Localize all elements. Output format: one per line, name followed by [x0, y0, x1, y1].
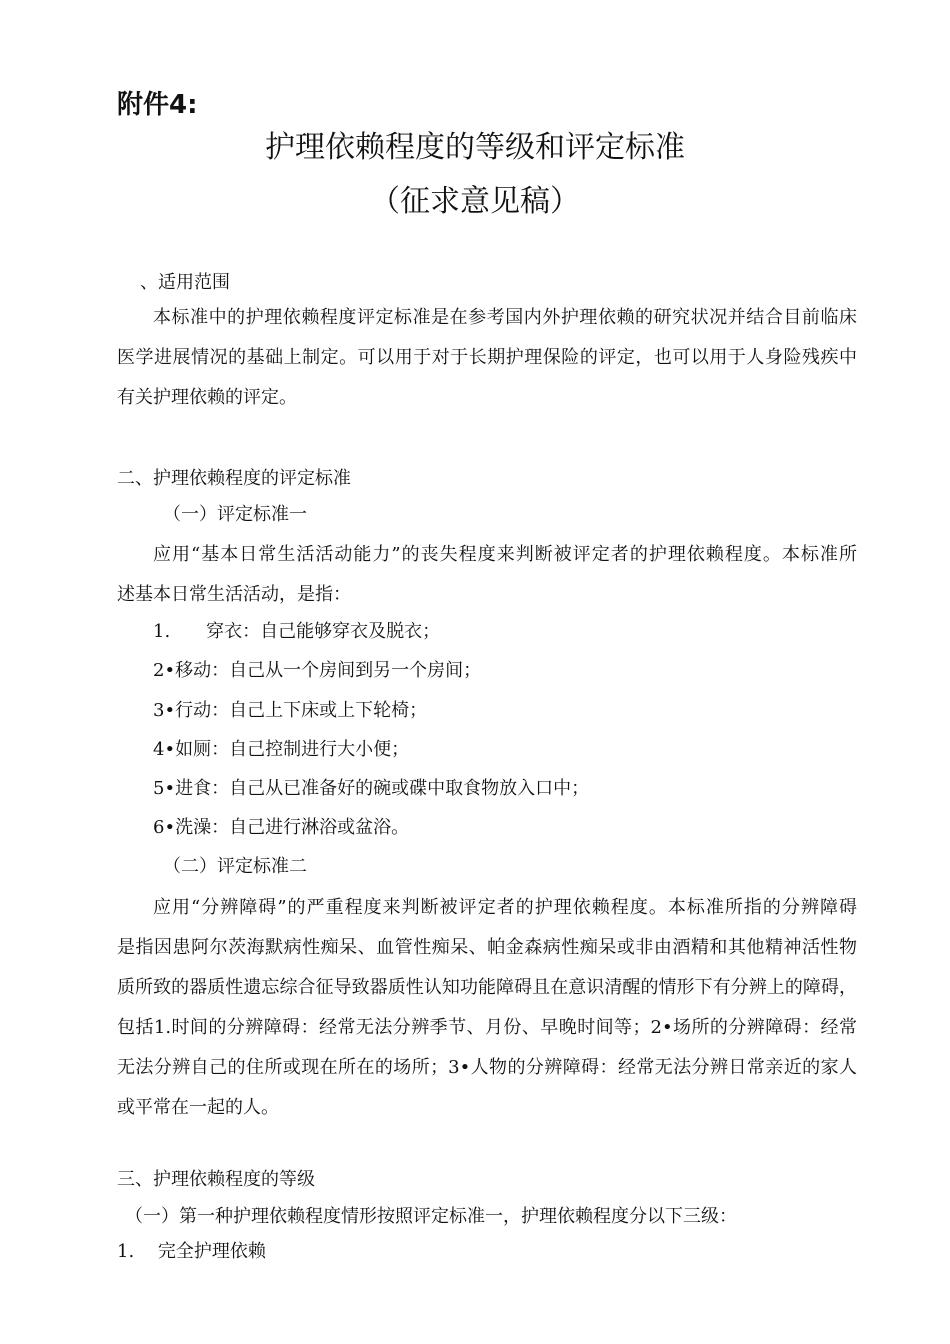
- attachment-label: 附件4:: [117, 90, 198, 120]
- paragraph-line: 应用“分辨障碍”的严重程度来判断被评定者的护理依赖程度。本标准所指的分辨障碍: [153, 897, 857, 918]
- paragraph-line: 无法分辨自己的住所或现在所在的场所；3•人物的分辨障碍：经常无法分辨日常亲近的家人: [117, 1057, 857, 1078]
- paragraph-line: 医学进展情况的基础上制定。可以用于对于长期护理保险的评定，也可以用于人身险残疾中: [117, 347, 857, 368]
- list-item: 4•如厕：自己控制进行大小便；: [153, 739, 410, 760]
- section2-sub2-paragraph: [117, 888, 857, 1128]
- section3-heading: 三、护理依赖程度的等级: [117, 1169, 315, 1190]
- list-item: 1. 穿衣：自己能够穿衣及脱衣；: [153, 621, 441, 642]
- paragraph-line: 述基本日常生活活动，是指：: [117, 584, 351, 605]
- document-subtitle: （征求意见稿）: [370, 184, 580, 219]
- list-item: 3•行动：自己上下床或上下轮椅；: [153, 700, 428, 721]
- paragraph-line: 是指因患阿尔茨海默病性痴呆、血管性痴呆、帕金森病性痴呆或非由酒精和其他精神活性物: [117, 937, 857, 958]
- section2-sub2-heading: （二）评定标准二: [163, 856, 307, 877]
- paragraph-line: 质所致的器质性遗忘综合征导致器质性认知功能障碍且在意识清醒的情形下有分辨上的障碍，: [117, 977, 857, 998]
- list-item: 5•进食：自己从已准备好的碗或碟中取食物放入口中；: [153, 778, 590, 799]
- paragraph-line: 本标准中的护理依赖程度评定标准是在参考国内外护理依赖的研究状况并结合目前临床: [153, 307, 857, 328]
- paragraph-line: 应用“基本日常生活活动能力”的丧失程度来判断被评定者的护理依赖程度。本标准所: [153, 544, 857, 565]
- section1-paragraph: [117, 298, 857, 418]
- paragraph-line: 包括1.时间的分辨障碍：经常无法分辨季节、月份、早晚时间等；2•场所的分辨障碍：经常: [117, 1017, 857, 1038]
- paragraph-line: 有关护理依赖的评定。: [117, 387, 297, 408]
- section2-sub1-paragraph: [117, 535, 857, 615]
- section2-heading: 二、护理依赖程度的评定标准: [117, 468, 351, 489]
- section3-sub1-heading: （一）第一种护理依赖程度情形按照评定标准一，护理依赖程度分以下三级：: [125, 1206, 737, 1227]
- paragraph-line: 或平常在一起的人。: [117, 1097, 279, 1118]
- section1-heading: 、适用范围: [140, 272, 230, 293]
- section2-sub1-heading: （一）评定标准一: [163, 504, 307, 525]
- list-item: 1. 完全护理依赖: [117, 1241, 266, 1262]
- list-item: 6•洗澡：自己进行淋浴或盆浴。: [153, 817, 410, 838]
- list-item: 2•移动：自己从一个房间到另一个房间；: [153, 660, 482, 681]
- document-title: 护理依赖程度的等级和评定标准: [265, 130, 685, 165]
